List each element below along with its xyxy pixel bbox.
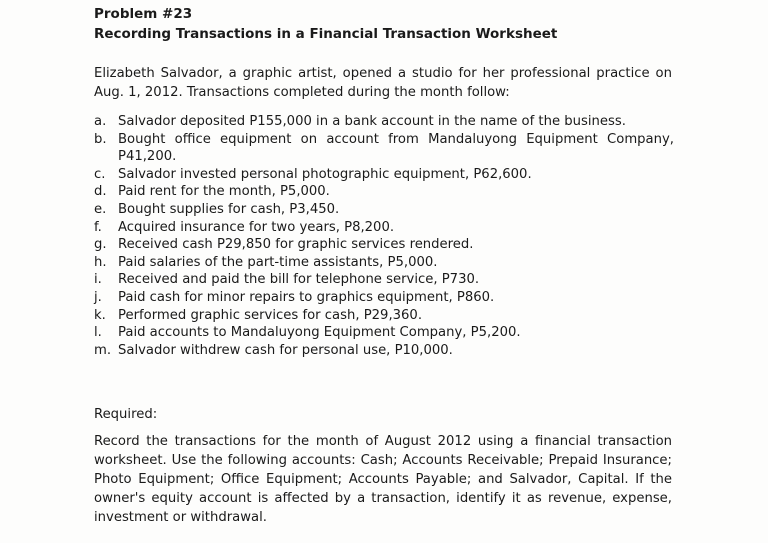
item-text: Paid salaries of the part-time assistants, P5,000. [118,254,438,270]
list-item [94,307,674,325]
item-letter: h. [94,254,107,270]
list-item [94,324,674,342]
document-header [94,4,557,44]
item-letter: m. [94,342,112,358]
problem-title: Recording Transactions in a Financial Transaction Worksheet [94,26,558,42]
item-text: Paid rent for the month, P5,000. [118,184,330,200]
item-text: Paid accounts to Mandaluyong Equipment Company, P5,200. [118,325,521,341]
transaction-list [94,113,674,359]
item-text: Received cash P29,850 for graphic services rendered. [118,237,474,253]
item-letter: i. [94,272,102,288]
list-item [94,131,674,166]
item-text: Bought supplies for cash, P3,450. [118,201,340,217]
item-text: Salvador invested personal photographic equipment, P62,600. [118,166,532,182]
list-item [94,201,674,219]
required-paragraph: Record the transactions for the month of August 2012 using a financial transaction worksheet. Use the following accounts: Cash; Accounts Receivable; Prepaid Insurance; Photo Equipment; Office Equipment; Accounts Payable; and Salvador, Capital. If the owner's equity account is affected by a transaction, identify it as revenue, expense, investment or withdrawal. [94,434,672,525]
required-label: Required: [94,407,158,422]
item-text: Salvador deposited P155,000 in a bank account in the name of the business. [118,114,626,129]
item-letter: b. [94,131,107,147]
item-letter: g. [94,237,107,253]
problem-number: Problem #23 [94,6,193,22]
list-item [94,219,674,237]
item-letter: l. [94,325,102,341]
list-item [94,236,674,254]
list-item [94,289,674,307]
item-letter: c. [94,166,106,182]
item-text: Received and paid the bill for telephone service, P730. [118,272,480,288]
list-item [94,166,674,184]
list-item [94,271,674,289]
intro-paragraph: Elizabeth Salvador, a graphic artist, opened a studio for her professional practice on Aug. 1, 2012. Transactions completed during the month follow: [94,66,672,100]
item-letter: j. [94,289,102,305]
item-letter: d. [94,184,107,200]
item-letter: a. [94,114,107,129]
list-item [94,183,674,201]
item-letter: f. [94,219,102,235]
item-letter: e. [94,201,107,217]
list-item [94,342,674,360]
item-text: Salvador withdrew cash for personal use, P10,000. [118,342,453,358]
item-text: Acquired insurance for two years, P8,200. [118,219,395,235]
list-item [94,254,674,272]
list-item [94,113,674,131]
item-letter: k. [94,307,106,323]
item-text: Bought office equipment on account from Mandaluyong Equipment Company, P41,200. [118,131,674,165]
item-text: Performed graphic services for cash, P29,360. [118,307,423,323]
item-text: Paid cash for minor repairs to graphics equipment, P860. [118,289,495,305]
